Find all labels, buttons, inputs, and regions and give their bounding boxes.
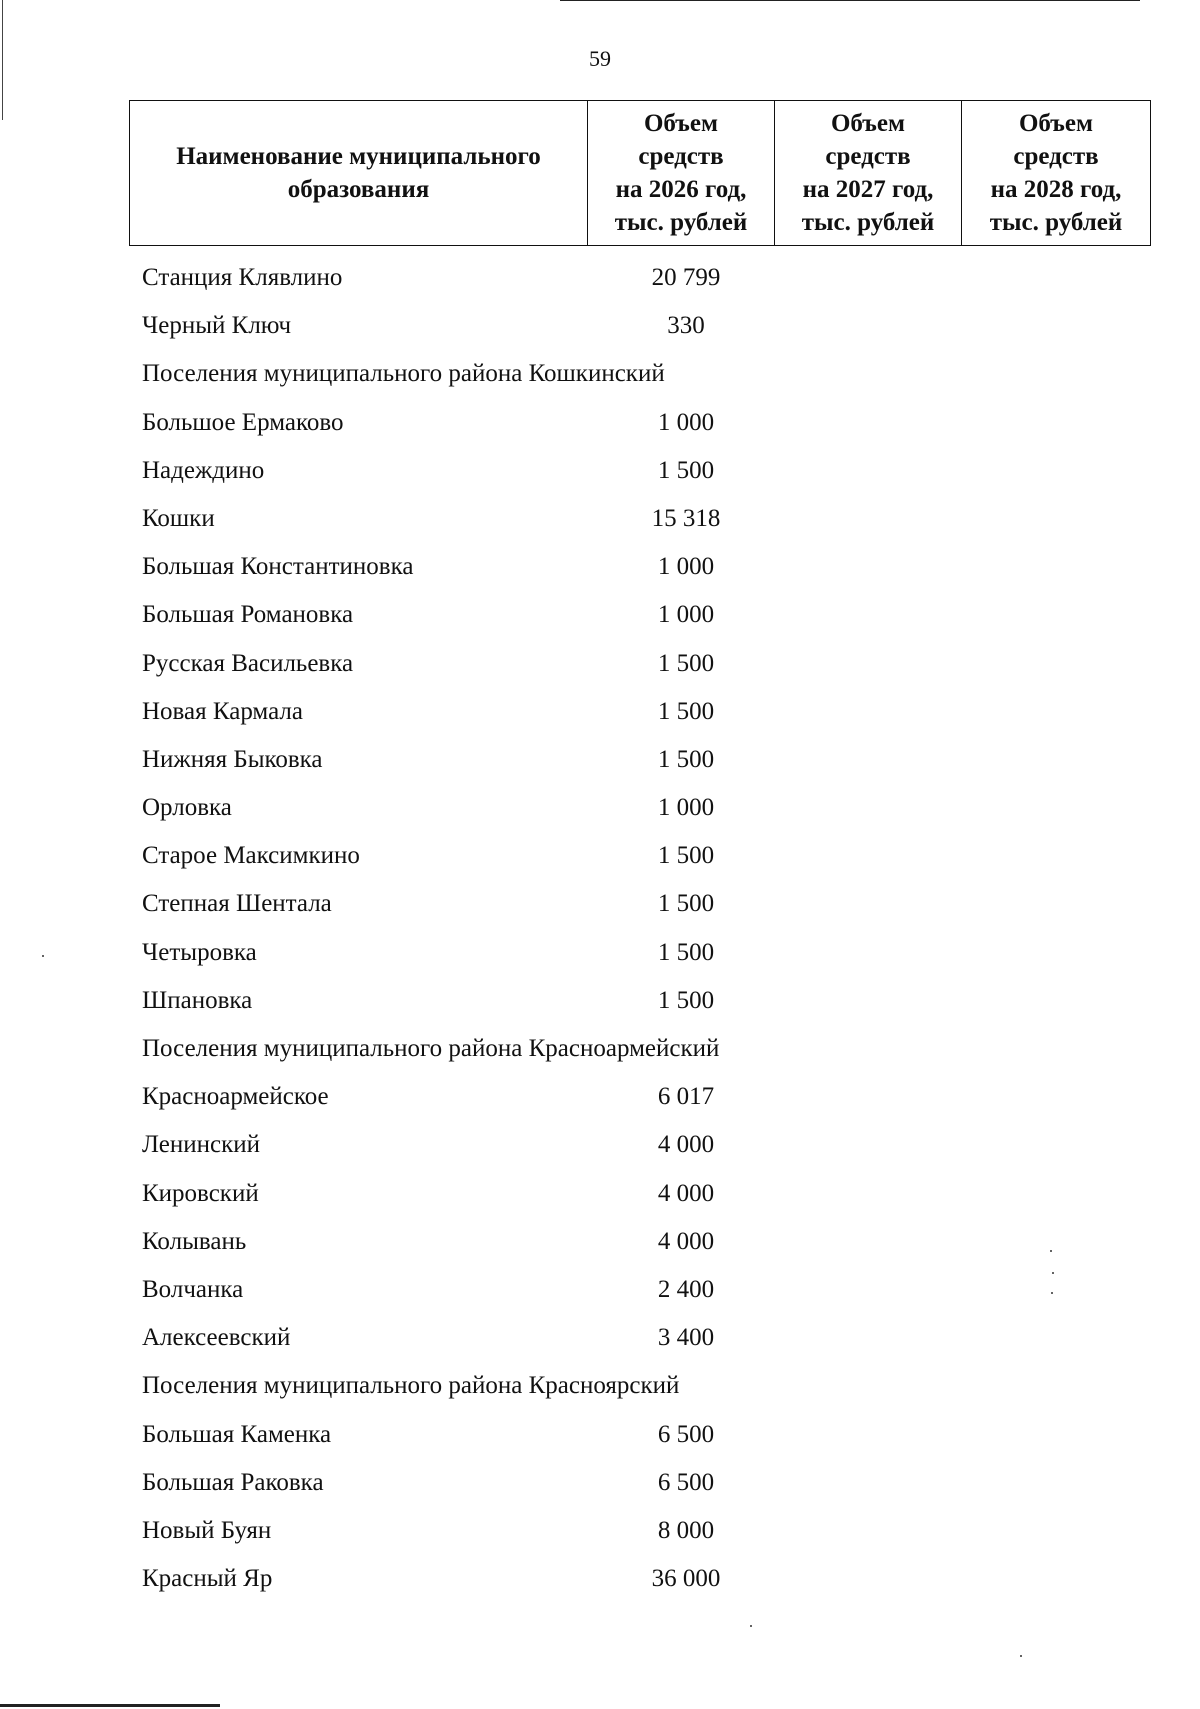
scan-speck <box>750 1625 752 1627</box>
municipality-name: Кировский <box>142 1179 259 1207</box>
table-row <box>0 495 1200 543</box>
table-row <box>0 302 1200 350</box>
table-row <box>0 832 1200 880</box>
table-row <box>0 447 1200 495</box>
municipality-name: Волчанка <box>142 1275 244 1303</box>
table-row <box>0 543 1200 591</box>
table-row <box>0 784 1200 832</box>
municipality-name: Большая Константиновка <box>142 553 414 581</box>
scan-speck <box>1020 1655 1022 1657</box>
section-heading: Поселения муниципального района Красноярский <box>142 1372 680 1400</box>
table-row <box>0 1073 1200 1121</box>
amount-2026: 6 500 <box>657 1468 715 1496</box>
amount-2026: 8 000 <box>657 1516 715 1544</box>
amount-2026: 2 400 <box>657 1275 715 1303</box>
table-row <box>0 1218 1200 1266</box>
municipality-name: Большая Романовка <box>142 601 354 629</box>
municipality-name: Нижняя Быковка <box>142 745 323 773</box>
amount-2026: 1 500 <box>657 986 715 1014</box>
table-row <box>0 1555 1200 1603</box>
table-row <box>0 591 1200 639</box>
table-row <box>0 640 1200 688</box>
header-amount-2028: Объем средств на 2028 год, тыс. рублей <box>962 101 1151 246</box>
municipality-name: Кошки <box>142 504 215 532</box>
table-row <box>0 1314 1200 1362</box>
municipality-name: Красный Яр <box>142 1565 273 1593</box>
table-row <box>0 1121 1200 1169</box>
allocation-table-header <box>129 100 1151 246</box>
municipality-name: Большое Ермаково <box>142 408 344 436</box>
table-row <box>0 880 1200 928</box>
amount-2026: 4 000 <box>657 1227 715 1255</box>
header-row <box>130 101 1151 246</box>
municipality-name: Орловка <box>142 794 232 822</box>
amount-2026: 4 000 <box>657 1179 715 1207</box>
amount-2026: 1 000 <box>657 553 715 581</box>
header-amount-2026: Объем средств на 2026 год, тыс. рублей <box>588 101 775 246</box>
municipality-name: Новый Буян <box>142 1516 272 1544</box>
amount-2026: 1 500 <box>657 456 715 484</box>
table-row <box>0 736 1200 784</box>
header-amount-2027: Объем средств на 2027 год, тыс. рублей <box>775 101 962 246</box>
amount-2026: 15 318 <box>651 504 721 532</box>
amount-2026: 330 <box>667 312 705 340</box>
section-heading: Поселения муниципального района Красноармейский <box>142 1035 720 1062</box>
municipality-name: Надеждино <box>142 456 265 484</box>
table-row <box>0 1459 1200 1507</box>
municipality-name: Черный Ключ <box>142 312 292 340</box>
municipality-name: Большая Раковка <box>142 1468 324 1496</box>
municipality-name: Станция Клявлино <box>142 264 343 291</box>
municipality-name: Степная Шентала <box>142 890 332 918</box>
table-row <box>0 1266 1200 1314</box>
amount-2026: 36 000 <box>651 1565 721 1593</box>
table-row <box>0 1411 1200 1459</box>
table-row <box>0 399 1200 447</box>
municipality-name: Старое Максимкино <box>142 842 360 870</box>
table-row <box>0 977 1200 1025</box>
municipality-name: Большая Каменка <box>142 1420 332 1448</box>
section-heading-row <box>0 1362 1200 1410</box>
section-heading-row <box>0 1025 1200 1073</box>
municipality-name: Алексеевский <box>142 1324 291 1352</box>
amount-2026: 1 500 <box>657 745 715 773</box>
section-heading-row <box>0 350 1200 398</box>
municipality-name: Ленинский <box>142 1131 261 1159</box>
page-number: 59 <box>589 46 611 71</box>
scan-edge-bottom <box>0 1704 220 1707</box>
table-row <box>0 1170 1200 1218</box>
table-row <box>0 929 1200 977</box>
amount-2026: 3 400 <box>657 1324 715 1352</box>
amount-2026: 20 799 <box>651 264 721 291</box>
municipality-name: Новая Кармала <box>142 697 303 725</box>
amount-2026: 1 500 <box>657 697 715 725</box>
table-row <box>0 688 1200 736</box>
amount-2026: 1 000 <box>657 408 715 436</box>
municipality-name: Колывань <box>142 1227 247 1255</box>
municipality-name: Русская Васильевка <box>142 649 354 677</box>
amount-2026: 1 000 <box>657 794 715 822</box>
table-row <box>0 254 1200 302</box>
municipality-name: Красноармейское <box>142 1083 329 1111</box>
table-row <box>0 1507 1200 1555</box>
amount-2026: 6 500 <box>657 1420 715 1448</box>
amount-2026: 4 000 <box>657 1131 715 1159</box>
amount-2026: 1 000 <box>657 601 715 629</box>
amount-2026: 1 500 <box>657 842 715 870</box>
amount-2026: 1 500 <box>657 649 715 677</box>
municipality-name: Четыровка <box>142 938 257 966</box>
section-heading: Поселения муниципального района Кошкинский <box>142 360 665 388</box>
amount-2026: 1 500 <box>657 938 715 966</box>
table-body <box>0 254 1200 1603</box>
amount-2026: 1 500 <box>657 890 715 918</box>
municipality-name: Шпановка <box>142 986 253 1014</box>
amount-2026: 6 017 <box>657 1083 715 1111</box>
scan-edge-top <box>560 0 1140 1</box>
header-municipality-name: Наименование муниципального образования <box>130 101 588 246</box>
